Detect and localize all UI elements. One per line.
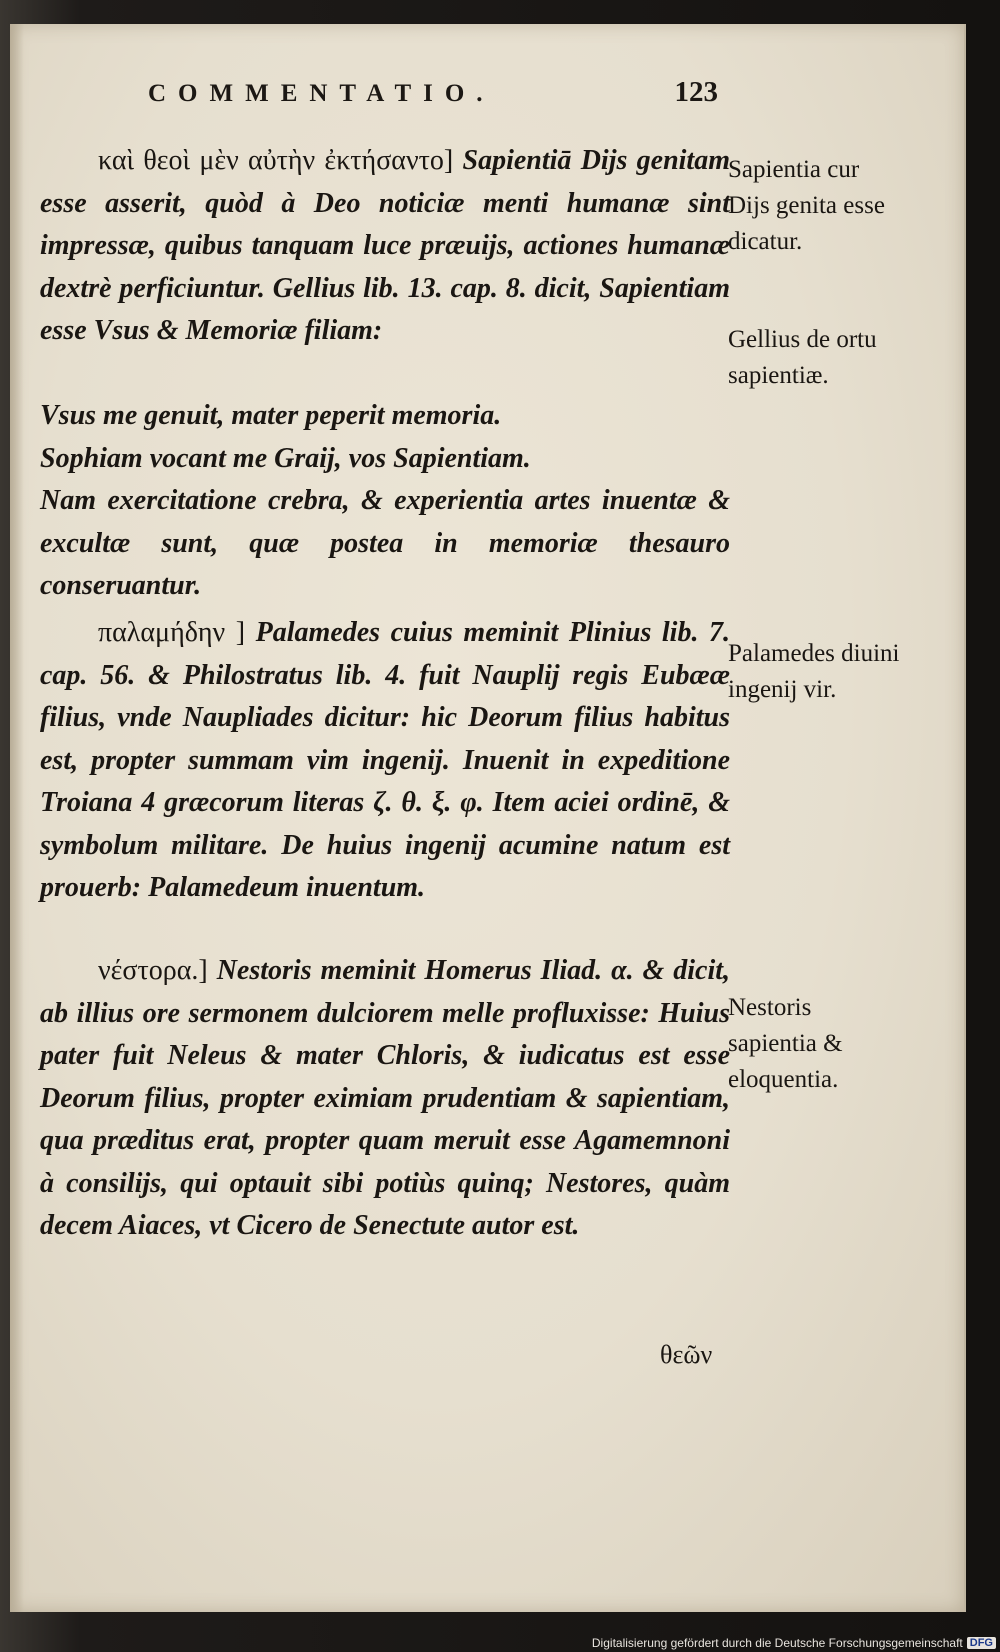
paragraph-palamedes	[40, 612, 730, 910]
paragraph-text: Nestoris meminit Homerus Iliad. α. & dicit, ab illius ore sermonem dulciorem melle profluxisse: Huius pater fuit Neleus & mater Chloris, & iudicatus est esse Deorum filius, propter eximiam prudentiam & sapientiam, qua præditus erat, propter quam meruit esse Agamemnoni à consilijs, qui optauit sibi potiùs quinq; Nestores, quàm decem Aiaces, vt Cicero de Senectute autor est.	[40, 955, 731, 1241]
greek-lemma: παλαμήδην ]	[98, 617, 246, 648]
verse-line: Sophiam vocant me Graij, vos Sapientiam.	[40, 442, 531, 474]
greek-lemma: καὶ θεοὶ μὲν αὐτὴν ἐκτήσαντο]	[98, 145, 454, 176]
page-number: 123	[674, 76, 718, 108]
verse-line: Vsus me genuit, mater peperit memoria.	[40, 400, 502, 431]
marginal-note-palamedes: Palamedes diuini ingenij vir.	[728, 640, 900, 703]
catchword: θεῶν	[660, 1340, 713, 1369]
verse-quotation	[40, 395, 730, 480]
page-header	[148, 76, 718, 130]
paragraph-exercitatione	[40, 480, 730, 608]
credit-text: Digitalisierung gefördert durch die Deutsche Forschungsgemeinschaft	[591, 1636, 963, 1650]
marginal-note-nestor: Nestoris sapientia & eloquentia.	[728, 994, 843, 1093]
dfg-logo: DFG	[967, 1637, 996, 1649]
paragraph-nestor	[40, 950, 730, 1248]
greek-lemma: νέστορα.]	[98, 955, 208, 986]
digitization-credit	[592, 1636, 996, 1650]
paragraph-sapientia	[40, 140, 730, 353]
marginal-note-sapientia: Sapientia cur Dijs genita esse dicatur.	[728, 156, 885, 255]
paragraph-text: Palamedes cuius meminit Plinius lib. 7. cap. 56. & Philostratus lib. 4. fuit Nauplij regis Eubææ filius, vnde Naupliades dicitur: hic Deorum filius habitus est, propter summam vim ingenij. Inuenit in expeditione Troiana 4 græcorum literas ζ. θ. ξ. φ. Item aciei ordinē, & symbolum militare. De huius ingenij acumine natum est prouerb: Palamedeum inuentum.	[40, 617, 731, 903]
marginal-note-gellius: Gellius de ortu sapientiæ.	[728, 326, 877, 389]
paragraph-text: Sapientiā Dijs genitam esse asserit, quòd à Deo noticiæ menti humanæ sint impressæ, quibus tanquam luce præuijs, actiones humanæ dextrè perficiuntur. Gellius lib. 13. cap. 8. dicit, Sapientiam esse Vsus & Memoriæ filiam:	[40, 145, 730, 346]
paragraph-text: Nam exercitatione crebra, & experientia artes inuentæ & excultæ sunt, quæ postea in memoriæ thesauro conseruantur.	[40, 485, 730, 601]
page-gutter-shadow	[10, 24, 24, 1612]
running-head: COMMENTATIO.	[148, 80, 495, 107]
